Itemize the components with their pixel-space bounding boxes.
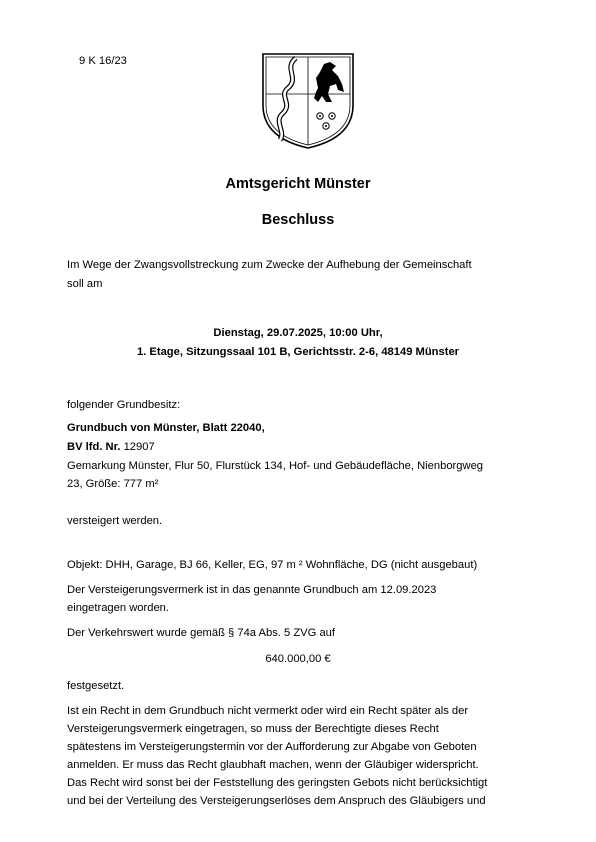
grundbuch-line: Grundbuch von Münster, Blatt 22040, bbox=[67, 422, 265, 434]
bv-number: 12907 bbox=[123, 441, 155, 453]
auction-phrase: versteigert werden. bbox=[67, 515, 163, 527]
object-description: Objekt: DHH, Garage, BJ 66, Keller, EG, 97 m ² Wohnfläche, DG (nicht ausgebaut) bbox=[67, 559, 478, 571]
document-title: Beschluss bbox=[261, 212, 335, 228]
auction-date: Dienstag, 29.07.2025, 10:00 Uhr, bbox=[213, 327, 383, 339]
court-name: Amtsgericht Münster bbox=[225, 176, 371, 192]
bv-line bbox=[67, 439, 155, 455]
vermerk-line-2: eingetragen worden. bbox=[67, 602, 170, 614]
rights-line-1: Ist ein Recht in dem Grundbuch nicht vermerkt oder wird ein Recht später als der bbox=[67, 705, 469, 717]
property-heading: folgender Grundbesitz: bbox=[67, 399, 181, 411]
gemarkung-line-1: Gemarkung Münster, Flur 50, Flurstück 134, Hof- und Gebäudefläche, Nienborgweg bbox=[67, 460, 484, 472]
nrw-coat-of-arms-icon bbox=[258, 50, 358, 150]
value-amount: 640.000,00 € bbox=[265, 653, 331, 665]
case-number: 9 K 16/23 bbox=[79, 55, 127, 67]
value-intro: Der Verkehrswert wurde gemäß § 74a Abs. 5 ZVG auf bbox=[67, 627, 336, 639]
rights-line-3: spätestens im Versteigerungstermin vor der Aufforderung zur Abgabe von Geboten bbox=[67, 741, 477, 753]
gemarkung-line-2: 23, Größe: 777 m² bbox=[67, 478, 159, 490]
vermerk-line-1: Der Versteigerungsvermerk ist in das genannte Grundbuch am 12.09.2023 bbox=[67, 584, 437, 596]
bv-label: BV lfd. Nr. bbox=[67, 441, 124, 453]
rights-line-4: anmelden. Er muss das Recht glaubhaft machen, wenn der Gläubiger widerspricht. bbox=[67, 759, 479, 771]
intro-line-1: Im Wege der Zwangsvollstreckung zum Zwecke der Aufhebung der Gemeinschaft bbox=[67, 259, 472, 271]
fixed-phrase: festgesetzt. bbox=[67, 680, 125, 692]
auction-location: 1. Etage, Sitzungssaal 101 B, Gerichtsstr. 2-6, 48149 Münster bbox=[136, 346, 460, 358]
intro-line-2: soll am bbox=[67, 278, 103, 290]
rights-line-5: Das Recht wird sonst bei der Feststellung des geringsten Gebots nicht berücksichtigt bbox=[67, 777, 488, 789]
rights-line-2: Versteigerungsvermerk eingetragen, so muss der Berechtigte dieses Recht bbox=[67, 723, 439, 735]
rights-line-6: und bei der Verteilung des Versteigerungserlöses dem Anspruch des Gläubigers und bbox=[67, 795, 486, 807]
